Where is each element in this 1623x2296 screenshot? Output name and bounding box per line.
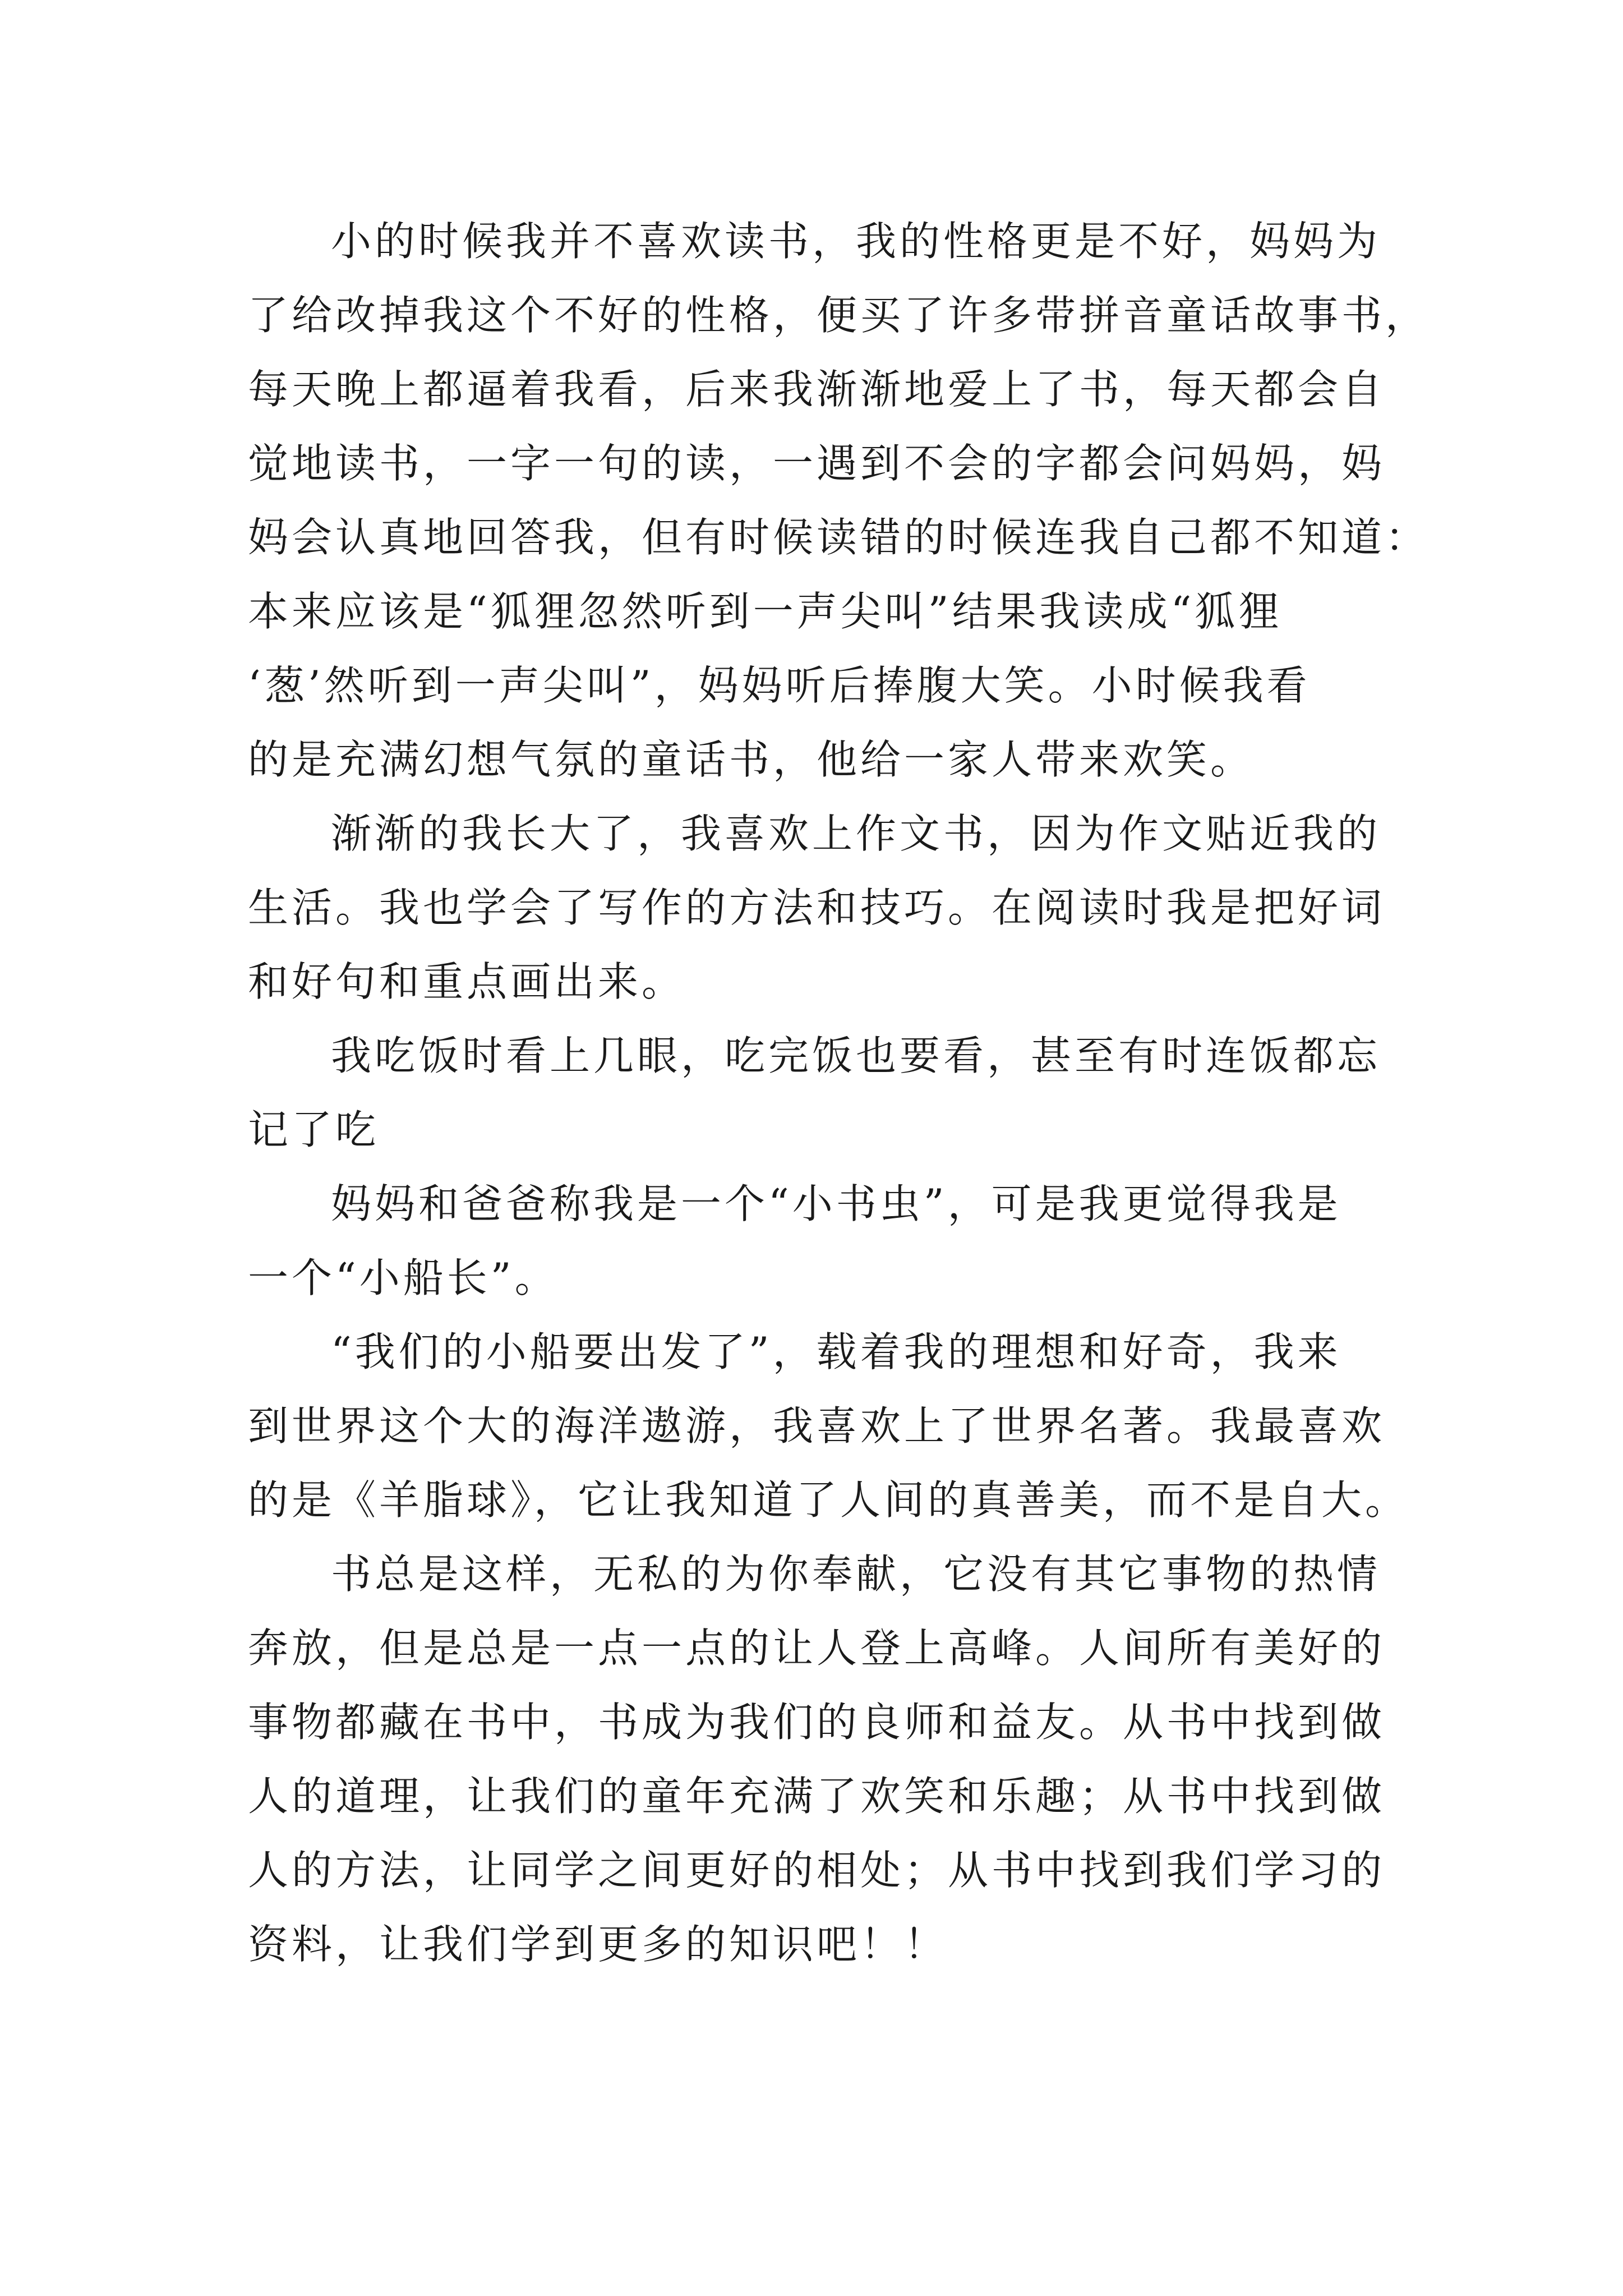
paragraph-1-line-1: 小的时候我并不喜欢读书，我的性格更是不好，妈妈为 (331, 218, 1381, 265)
paragraph-2-line-3: 和好句和重点画出来。 (248, 958, 686, 1005)
paragraph-1-line-8: 的是充满幻想气氛的童话书，他给一家人带来欢笑。 (248, 736, 1255, 783)
paragraph-6-line-6: 资料，让我们学到更多的知识吧！！ (248, 1921, 948, 1968)
paragraph-1-line-7: ‘葱’然听到一声尖叫”，妈妈听后捧腹大笑。小时候我看 (248, 662, 1311, 709)
paragraph-6-line-1: 书总是这样，无私的为你奉献，它没有其它事物的热情 (331, 1550, 1381, 1598)
paragraph-6-line-4: 人的道理，让我们的童年充满了欢笑和乐趣；从书中找到做 (248, 1773, 1386, 1820)
paragraph-6-line-2: 奔放，但是总是一点一点的让人登上高峰。人间所有美好的 (248, 1625, 1386, 1672)
paragraph-6-line-3: 事物都藏在书中，书成为我们的良师和益友。从书中找到做 (248, 1699, 1386, 1746)
paragraph-2-line-2: 生活。我也学会了写作的方法和技巧。在阅读时我是把好词 (248, 884, 1386, 931)
paragraph-2-line-1: 渐渐的我长大了，我喜欢上作文书，因为作文贴近我的 (331, 810, 1381, 857)
paragraph-1-line-6: 本来应该是“狐狸忽然听到一声尖叫”结果我读成“狐狸 (248, 588, 1283, 635)
paragraph-3-line-2: 记了吃 (248, 1106, 380, 1153)
paragraph-4-line-2: 一个“小船长”。 (248, 1254, 559, 1301)
paragraph-5-line-3: 的是《羊脂球》，它让我知道了人间的真善美，而不是自大。 (248, 1476, 1409, 1524)
paragraph-6-line-5: 人的方法，让同学之间更好的相处；从书中找到我们学习的 (248, 1847, 1386, 1894)
paragraph-1-line-4: 觉地读书，一字一句的读，一遇到不会的字都会问妈妈，妈 (248, 440, 1386, 487)
paragraph-5-line-2: 到世界这个大的海洋遨游，我喜欢上了世界名著。我最喜欢 (248, 1402, 1386, 1450)
paragraph-3-line-1: 我吃饭时看上几眼，吃完饭也要看，甚至有时连饭都忘 (331, 1032, 1381, 1079)
paragraph-1-line-3: 每天晚上都逼着我看，后来我渐渐地爱上了书，每天都会自 (248, 366, 1386, 413)
paragraph-1-line-2: 了给改掉我这个不好的性格，便买了许多带拼音童话故事书， (248, 292, 1430, 339)
paragraph-4-line-1: 妈妈和爸爸称我是一个“小书虫”，可是我更觉得我是 (331, 1180, 1341, 1227)
paragraph-5-line-1: “我们的小船要出发了”，载着我的理想和好奇，我来 (331, 1328, 1341, 1375)
paragraph-1-line-5: 妈会认真地回答我，但有时候读错的时候连我自己都不知道： (248, 514, 1430, 561)
